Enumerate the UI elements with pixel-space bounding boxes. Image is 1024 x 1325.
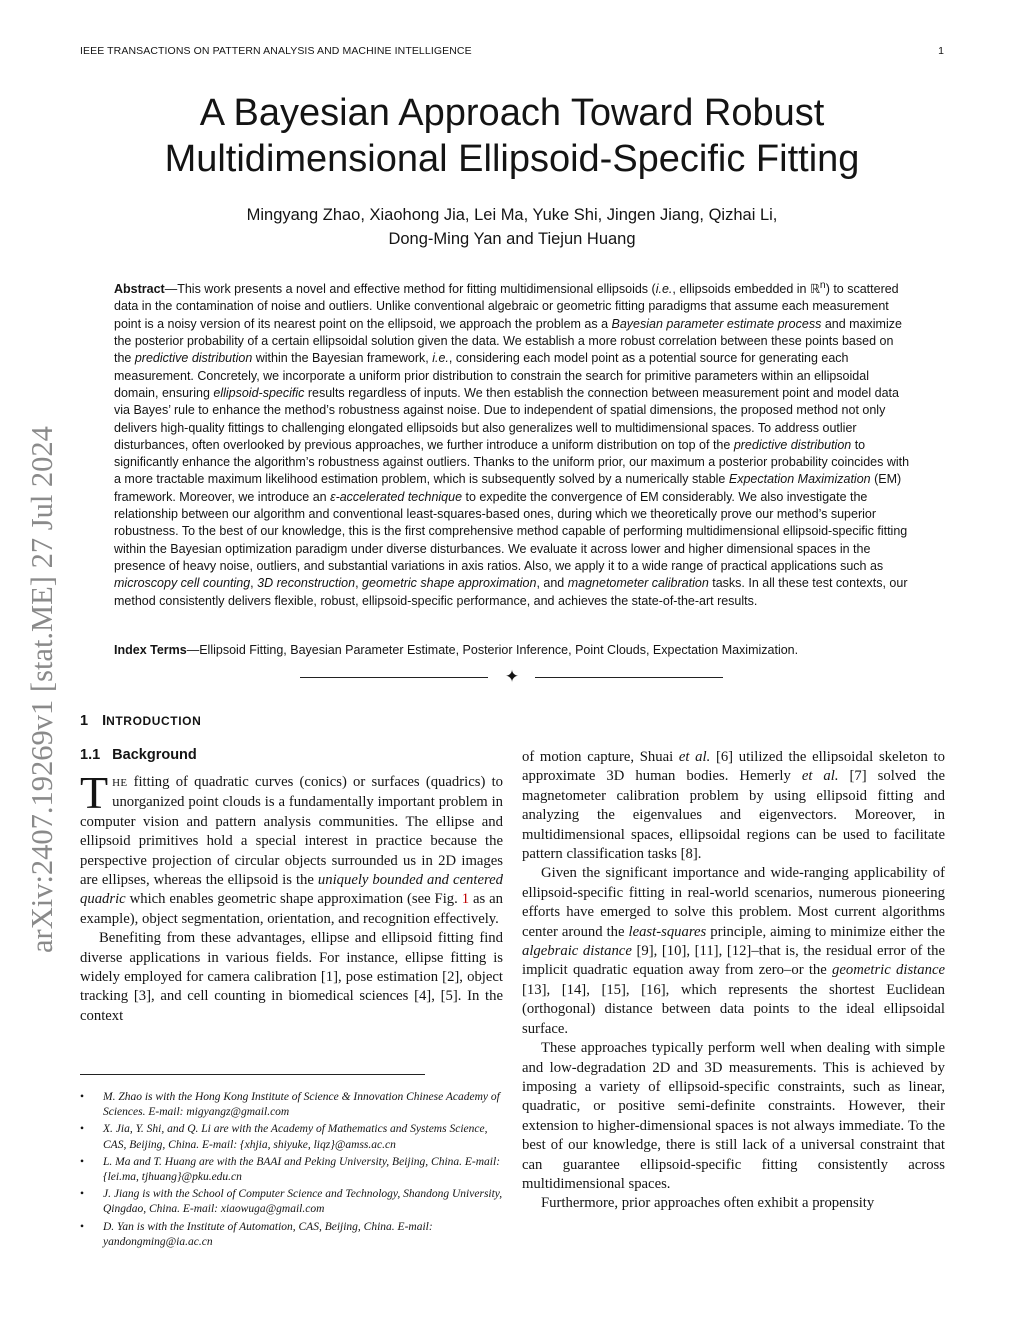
text-run: (EM) framework. Moreover, we introduce an <box>114 472 902 504</box>
abstract-body <box>114 282 909 607</box>
text-run: , ellipsoids embedded in ℝ <box>672 282 820 297</box>
emphasized-text: i.e. <box>432 351 449 366</box>
text-run: , and <box>536 576 568 591</box>
text-run: Furthermore, prior approaches often exhibit a propensity <box>541 1195 875 1212</box>
section-title-rest: NTRODUCTION <box>106 714 202 728</box>
drop-cap-letter: T <box>80 767 109 818</box>
text-run: within the Bayesian framework, <box>252 351 433 366</box>
footnote-text: J. Jiang is with the School of Computer Science and Technology, Shandong University, Qingdao, China. E-mail: xiaowuga@gmail.com <box>103 1188 503 1216</box>
text-run: These approaches typically perform well when dealing with simple and low-degradation 2D and 3D measurements. This is achieved by imposing a variety of ellipsoid-specific constraints, such as linear, quadratic, or positive semi-definite constraints. However, their extension to higher-dimensional spaces is not always immediate. To the best of our knowledge, there is still lack of a universal constraint that can guarantee ellipsoid-specific fitting consistently across multidimensional spaces. <box>522 1040 945 1192</box>
text-run: which enables geometric shape approximation (see Fig. <box>125 891 462 908</box>
text-run: ) to scattered data in the contamination of noise and outliers. Unlike conventional algebraic or geometric fitting paradigms that assume each measurement point is a noisy version of its nearest point on the ellipsoid, we approach the problem as a <box>114 282 899 331</box>
paper-title <box>80 90 944 182</box>
emphasized-text: Expectation Maximization <box>728 472 871 487</box>
section-divider-right-rule <box>535 677 723 678</box>
emphasized-text: predictive distribution <box>733 437 852 452</box>
body-paragraph <box>80 929 503 1026</box>
footnote-item <box>80 1220 503 1250</box>
footnote-item <box>80 1122 503 1152</box>
section-divider-left-rule <box>300 677 488 678</box>
emphasized-text: ellipsoid-specific <box>213 385 305 400</box>
emphasized-text: uniquely bounded and centered quadric <box>80 872 504 908</box>
emphasized-text: 3D reconstruction <box>257 576 356 591</box>
body-paragraph <box>522 1194 945 1213</box>
paper-title-line-2: Multidimensional Ellipsoid-Specific Fitting <box>164 138 860 180</box>
bullet-icon: • <box>80 1155 85 1168</box>
emphasized-text: et al. <box>801 768 839 785</box>
text-run: n <box>819 280 826 291</box>
paper-title-line-1: A Bayesian Approach Toward Robust <box>199 92 825 134</box>
running-header: IEEE TRANSACTIONS ON PATTERN ANALYSIS AND MACHINE INTELLIGENCE <box>80 45 472 57</box>
body-paragraph <box>80 767 504 929</box>
bullet-icon: • <box>80 1091 85 1103</box>
arxiv-identifier-stamp: arXiv:2407.19269v1 [stat.ME] 27 Jul 2024 <box>25 426 59 953</box>
body-paragraph <box>522 1039 945 1194</box>
author-list-line-2: Dong-Ming Yan and Tiejun Huang <box>388 230 636 248</box>
bullet-icon: • <box>80 1220 85 1233</box>
emphasized-text: magnetometer calibration <box>567 576 709 591</box>
section-title-initial: I <box>102 713 107 729</box>
subsection-number: 1.1 <box>80 747 101 763</box>
emphasized-text: algebraic distance <box>522 943 632 960</box>
text-run: [7] solved the magnetometer calibration problem by using ellipsoid fitting and analyzing the eigenvalues and eigenvectors. Moreover, in multidimensional spaces, ellipsoidal regions can be used to facilitate pattern classification tasks [8]. <box>522 768 945 863</box>
figure-reference-link[interactable]: 1 <box>461 891 470 908</box>
index-terms-label: Index Terms <box>114 643 187 657</box>
footnote-rule <box>80 1074 425 1075</box>
bullet-icon: • <box>80 1123 85 1136</box>
footnote-text: M. Zhao is with the Hong Kong Institute of Science & Innovation Chinese Academy of Sciences. E-mail: migyangz@gmail.com <box>103 1091 500 1119</box>
emphasized-text: et al. <box>678 749 711 765</box>
text-run: tasks. In all these test contexts, our method consistently delivers flexible, robust, ellipsoid-specific performance, and achieves the state-of-the-art results. <box>114 576 908 608</box>
emphasized-text: Bayesian parameter estimate process <box>611 316 822 331</box>
footnote-item <box>80 1155 503 1185</box>
abstract <box>114 277 910 610</box>
text-run: principle, aiming to minimize either the <box>706 923 945 940</box>
text-run: fitting of quadratic curves (conics) or surfaces (quadrics) to unorganized point clouds is a fundamentally important problem in computer vision and pattern analysis communities. The ellipse and ellipsoid primitives hold a special interest in practice because the perspective projection of circular objects surrounded us in 2D images are ellipses, whereas the ellipsoid is the <box>80 774 503 889</box>
index-terms <box>114 642 910 659</box>
emphasized-text: ε-accelerated technique <box>330 489 463 504</box>
subsection-title: Background <box>112 747 197 763</box>
text-run: , <box>250 576 258 591</box>
text-run: to expedite the convergence of EM considerably. We also investigate the relationship between our algorithm and conventional least-squares-based ones, during which we theoretically prove our method’s superior robustness. To the best of our knowledge, this is the first comprehensive method capable of performing multidimensional ellipsoid-specific fitting within the Bayesian optimization paradigm under diverse disturbances. We evaluate it across lower and higher dimensional spaces in the presence of heavy noise, outliers, and substantial variations in axis ratios. Also, we apply it to a wide range of practical applications such as <box>114 489 908 573</box>
emphasized-text: geometric distance <box>832 962 945 979</box>
bullet-icon: • <box>80 1188 85 1201</box>
abstract-label: Abstract <box>114 282 165 297</box>
emphasized-text: least-squares <box>628 923 707 940</box>
right-column-body <box>522 748 945 1214</box>
left-column-body <box>80 767 504 1026</box>
subsection-heading-background <box>80 747 197 763</box>
text-run: , <box>355 576 363 591</box>
text-run: —This work presents a novel and effective method for fitting multidimensional ellipsoids ( <box>164 282 656 297</box>
emphasized-text: microscopy cell counting <box>114 576 251 591</box>
body-paragraph <box>522 864 945 1039</box>
text-run: to significantly enhance the algorithm’s robustness against outliers. Thanks to the uniform prior, our maximum a posterior probability coincides with a more tractable maximum likelihood estimation problem, which is subsequently solved by a numerically stable <box>114 437 910 487</box>
footnote-text: X. Jia, Y. Shi, and Q. Li are with the Academy of Mathematics and Systems Science, CAS, Beijing, China. E-mail: {xhjia, shiyuke, liqz}@amss.ac.cn <box>103 1123 488 1151</box>
footnote-list <box>80 1090 503 1250</box>
text-run: , considering each model point as a potential source for generating each measurement. Concretely, we incorporate a uniform prior distribution to constrain the search for primitive parameters within an ellipsoidal domain, ensuring <box>114 351 869 400</box>
section-number: 1 <box>80 713 89 729</box>
index-terms-text: —Ellipsoid Fitting, Bayesian Parameter Estimate, Posterior Inference, Point Clouds, Expectation Maximization. <box>186 643 799 657</box>
text-run: [13], [14], [15], [16], which represents the shortest Euclidean (orthogonal) distance between data points to the ideal ellipsoidal surface. <box>522 981 945 1037</box>
text-run: [9], [10], [11], [12]–that is, the residual error of the implicit quadratic equation away from zero–or the <box>522 943 945 979</box>
text-run: results regardless of inputs. We then establish the connection between measurement point and model data via Bayes’ rule to enhance the method’s robustness against noise. Due to independent of spatial dimensions, the proposed method not only delivers high-quality fittings to challenging elongated ellipsoids but also generalizes well to multidimensional spaces. To address outlier disturbances, often overlooked by previous approaches, we further introduce a uniform distribution on top of the <box>114 385 899 452</box>
emphasized-text: predictive distribution <box>134 351 253 366</box>
text-run: as an example), object segmentation, orientation, and recognition effectively. <box>80 891 503 927</box>
author-list-line-1: Mingyang Zhao, Xiaohong Jia, Lei Ma, Yuke Shi, Jingen Jiang, Qizhai Li, <box>246 206 778 224</box>
footnote-text: L. Ma and T. Huang are with the BAAI and Peking University, Beijing, China. E-mail: {lei.ma, tjhuang}@pku.edu.cn <box>103 1155 501 1184</box>
body-paragraph <box>522 748 945 864</box>
affiliation-footnotes <box>80 1090 503 1252</box>
footnote-text: D. Yan is with the Institute of Automation, CAS, Beijing, China. E-mail: yandongming@ia.ac.cn <box>103 1220 433 1248</box>
section-divider-star-icon: ✦ <box>504 667 520 686</box>
text-run: of motion capture, Shuai <box>522 749 679 765</box>
text-run: and maximize the posterior probability of a certain ellipsoidal solution given the data. We establish a more robust correlation between these points based on the <box>114 316 902 366</box>
page-number: 1 <box>938 45 944 57</box>
small-caps-lead: HE <box>112 777 128 789</box>
section-heading-introduction <box>80 713 201 729</box>
footnote-item <box>80 1187 503 1217</box>
text-run: Given the significant importance and wide-ranging applicability of ellipsoid-specific fitting in real-world scenarios, numerous pioneering efforts have emerged to solve this problem. Most current algorithms center around the <box>522 865 945 940</box>
text-run: Benefiting from these advantages, ellipse and ellipsoid fitting find diverse applications in various fields. For instance, ellipse fitting is widely employed for camera calibration [1], pose estimation [2], object tracking [3], and cell counting in biomedical sciences [4], [5]. In the context <box>80 930 503 1024</box>
text-run: [6] utilized the ellipsoidal skeleton to approximate 3D human bodies. Hemerly <box>522 749 945 785</box>
footnote-item <box>80 1090 503 1120</box>
author-list <box>80 203 944 251</box>
emphasized-text: i.e. <box>655 282 673 297</box>
emphasized-text: geometric shape approximation <box>362 576 537 591</box>
